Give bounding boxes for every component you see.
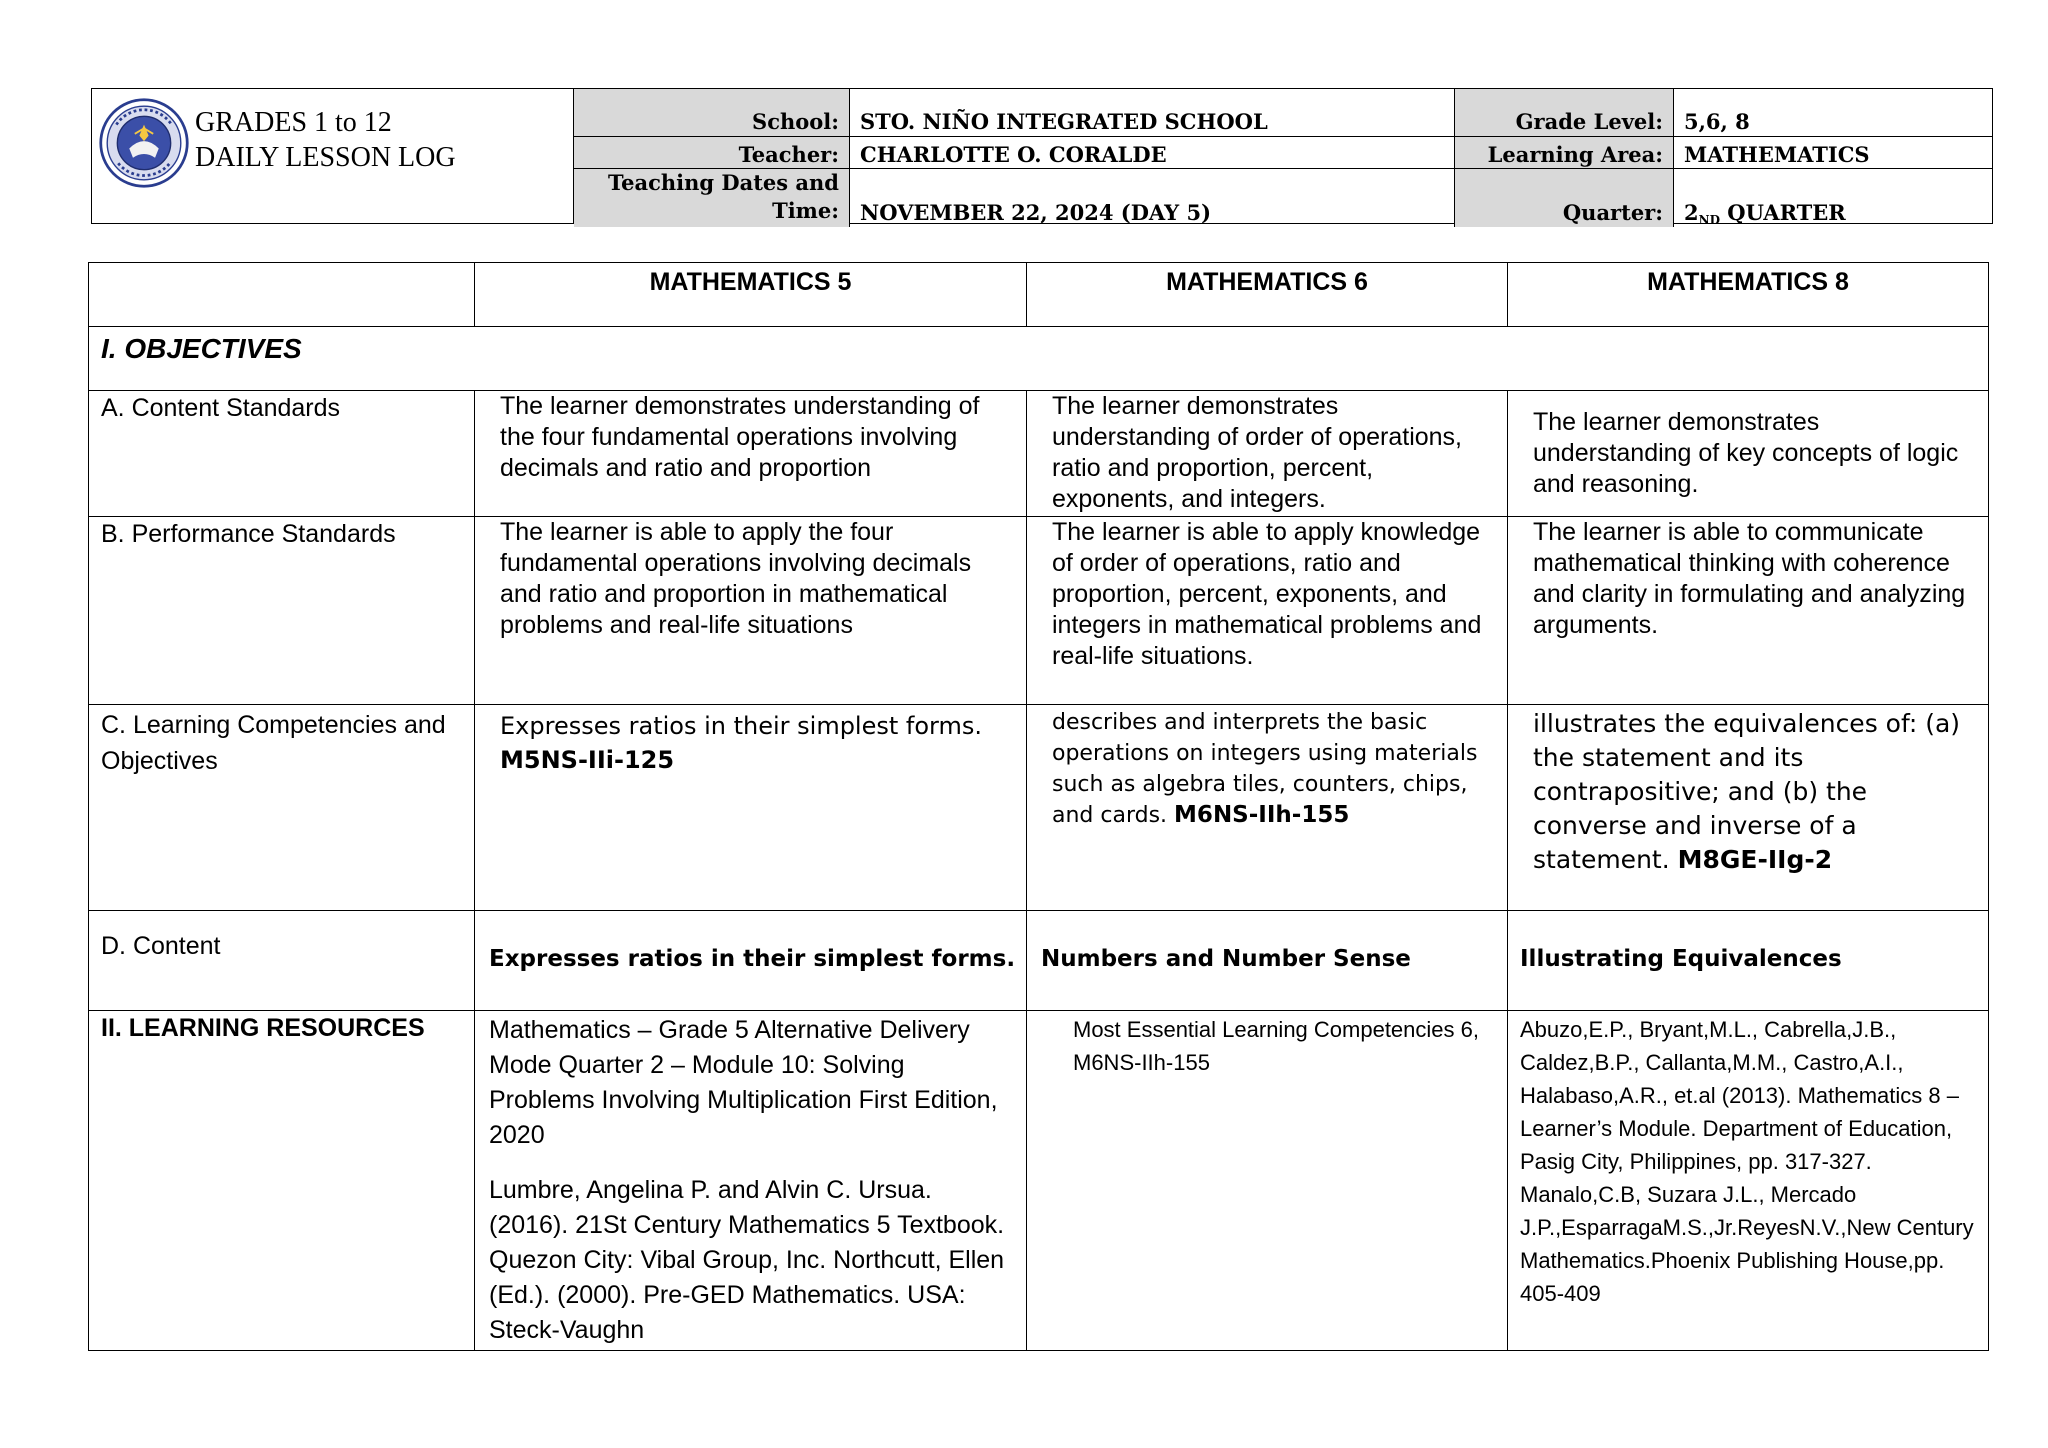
content-math8: [1508, 911, 1989, 1011]
learning-resources-row: [89, 1011, 1989, 1351]
teacher-label: Teacher:: [574, 137, 850, 169]
content-math5: [475, 911, 1027, 1011]
performance-standards-math8: The learner is able to communicate mathematical thinking with coherence and clarity in formulating and analyzing arguments.: [1508, 517, 1989, 705]
quarter-value: [1674, 169, 1992, 227]
learning-resources-math6: Most Essential Learning Competencies 6, M6NS-IIh-155: [1027, 1011, 1508, 1351]
header-title-line1: GRADES 1 to 12: [195, 107, 392, 138]
corner-cell: [89, 263, 475, 327]
competencies-label: C. Learning Competencies and Objectives: [89, 705, 475, 911]
content-math6-text: Numbers and Number Sense: [1041, 946, 1411, 972]
grade-level-value: 5,6, 8: [1674, 89, 1992, 137]
competencies-math6-text: describes and interprets the basic operations on integers using materials such as algebra tiles, counters, chips, and cards.: [1052, 710, 1478, 828]
column-header-math6: MATHEMATICS 6: [1027, 263, 1508, 327]
learning-area-value: MATHEMATICS: [1674, 137, 1992, 169]
learning-resources-math8: Abuzo,E.P., Bryant,M.L., Cabrella,J.B., Caldez,B.P., Callanta,M.M., Castro,A.I., Halabaso,A.R., et.al (2013). Mathematics 8 – Learner’s Module. Department of Education, Pasig City, Philippines, pp. 317-327. Manalo,C.B, Suzara J.L., Mercado J.P.,EsparragaM.S.,Jr.ReyesN.V.,New Century Mathematics.Phoenix Publishing House,pp. 405-409: [1508, 1011, 1989, 1351]
header-title-line2: DAILY LESSON LOG: [195, 142, 456, 173]
performance-standards-label: B. Performance Standards: [89, 517, 475, 705]
teaching-dates-label: [574, 169, 850, 227]
performance-standards-math5: The learner is able to apply the four fundamental operations involving decimals and ratio and proportion in mathematical problems and real-life situations: [475, 517, 1027, 705]
content-standards-math6: The learner demonstrates understanding of order of operations, ratio and proportion, percent, exponents, and integers.: [1027, 391, 1508, 517]
grade-level-label: Grade Level:: [1455, 89, 1674, 137]
performance-standards-math6: The learner is able to apply knowledge of order of operations, ratio and proportion, percent, exponents, and integers in mathematical problems and real-life situations.: [1027, 517, 1508, 705]
quarter-number: 2: [1684, 200, 1699, 225]
competencies-math8-code: M8GE-IIg-2: [1677, 845, 1833, 874]
teacher-value: CHARLOTTE O. CORALDE: [850, 137, 1455, 169]
learning-area-label: Learning Area:: [1455, 137, 1674, 169]
content-standards-row: [89, 391, 1989, 517]
column-header-row: [89, 263, 1989, 327]
content-math5-text: Expresses ratios in their simplest forms.: [489, 946, 1016, 972]
competencies-math6-code: M6NS-IIh-155: [1174, 802, 1350, 828]
quarter-label: Quarter:: [1455, 169, 1674, 227]
objectives-section-title: I. OBJECTIVES: [89, 327, 1989, 391]
header-title: [195, 105, 456, 175]
competencies-math5-text: Expresses ratios in their simplest forms.: [500, 712, 982, 740]
lesson-log-header: [91, 88, 1993, 227]
deped-seal-logo: [98, 97, 190, 189]
content-row: [89, 911, 1989, 1011]
performance-standards-row: [89, 517, 1989, 705]
content-standards-math5: The learner demonstrates understanding of the four fundamental operations involving decimals and ratio and proportion: [475, 391, 1027, 517]
resources-math5-paragraph2: Lumbre, Angelina P. and Alvin C. Ursua. (2016). 21St Century Mathematics 5 Textbook. Quezon City: Vibal Group, Inc. Northcutt, Ellen (Ed.). (2000). Pre-GED Mathematics. USA: Steck-Vaughn: [489, 1176, 1005, 1344]
competencies-row: [89, 705, 1989, 911]
resources-math5-paragraph1: Mathematics – Grade 5 Alternative Delivery Mode Quarter 2 – Module 10: Solving Problems Involving Multiplication First Edition, 2020: [489, 1016, 998, 1149]
content-math8-text: Illustrating Equivalences: [1520, 946, 1842, 972]
competencies-math6: [1027, 705, 1508, 911]
content-math6: [1027, 911, 1508, 1011]
learning-resources-label: II. LEARNING RESOURCES: [89, 1011, 475, 1351]
content-label: D. Content: [89, 911, 475, 1011]
competencies-math8: [1508, 705, 1989, 911]
content-standards-math8: The learner demonstrates understanding of key concepts of logic and reasoning.: [1508, 391, 1989, 517]
quarter-text: QUARTER: [1720, 200, 1846, 225]
teaching-dates-value: NOVEMBER 22, 2024 (DAY 5): [850, 169, 1455, 227]
school-value: STO. NIÑO INTEGRATED SCHOOL: [850, 89, 1455, 137]
lesson-log-table: [88, 262, 1989, 1351]
teaching-dates-label-line1: Teaching Dates and: [607, 170, 839, 195]
header-brand: [92, 89, 574, 223]
header-info-grid: [574, 89, 1992, 227]
column-header-math5: MATHEMATICS 5: [475, 263, 1027, 327]
competencies-math5: [475, 705, 1027, 911]
teaching-dates-label-line2: Time:: [772, 198, 839, 223]
quarter-suffix: ND: [1698, 213, 1720, 227]
objectives-row: [89, 327, 1989, 391]
content-standards-label: A. Content Standards: [89, 391, 475, 517]
column-header-math8: MATHEMATICS 8: [1508, 263, 1989, 327]
school-label: School:: [574, 89, 850, 137]
competencies-math8-text: illustrates the equivalences of: (a) the statement and its contrapositive; and (b) the converse and inverse of a statement.: [1533, 709, 1961, 874]
competencies-math5-code: M5NS-IIi-125: [500, 746, 675, 774]
learning-resources-math5: [475, 1011, 1027, 1351]
